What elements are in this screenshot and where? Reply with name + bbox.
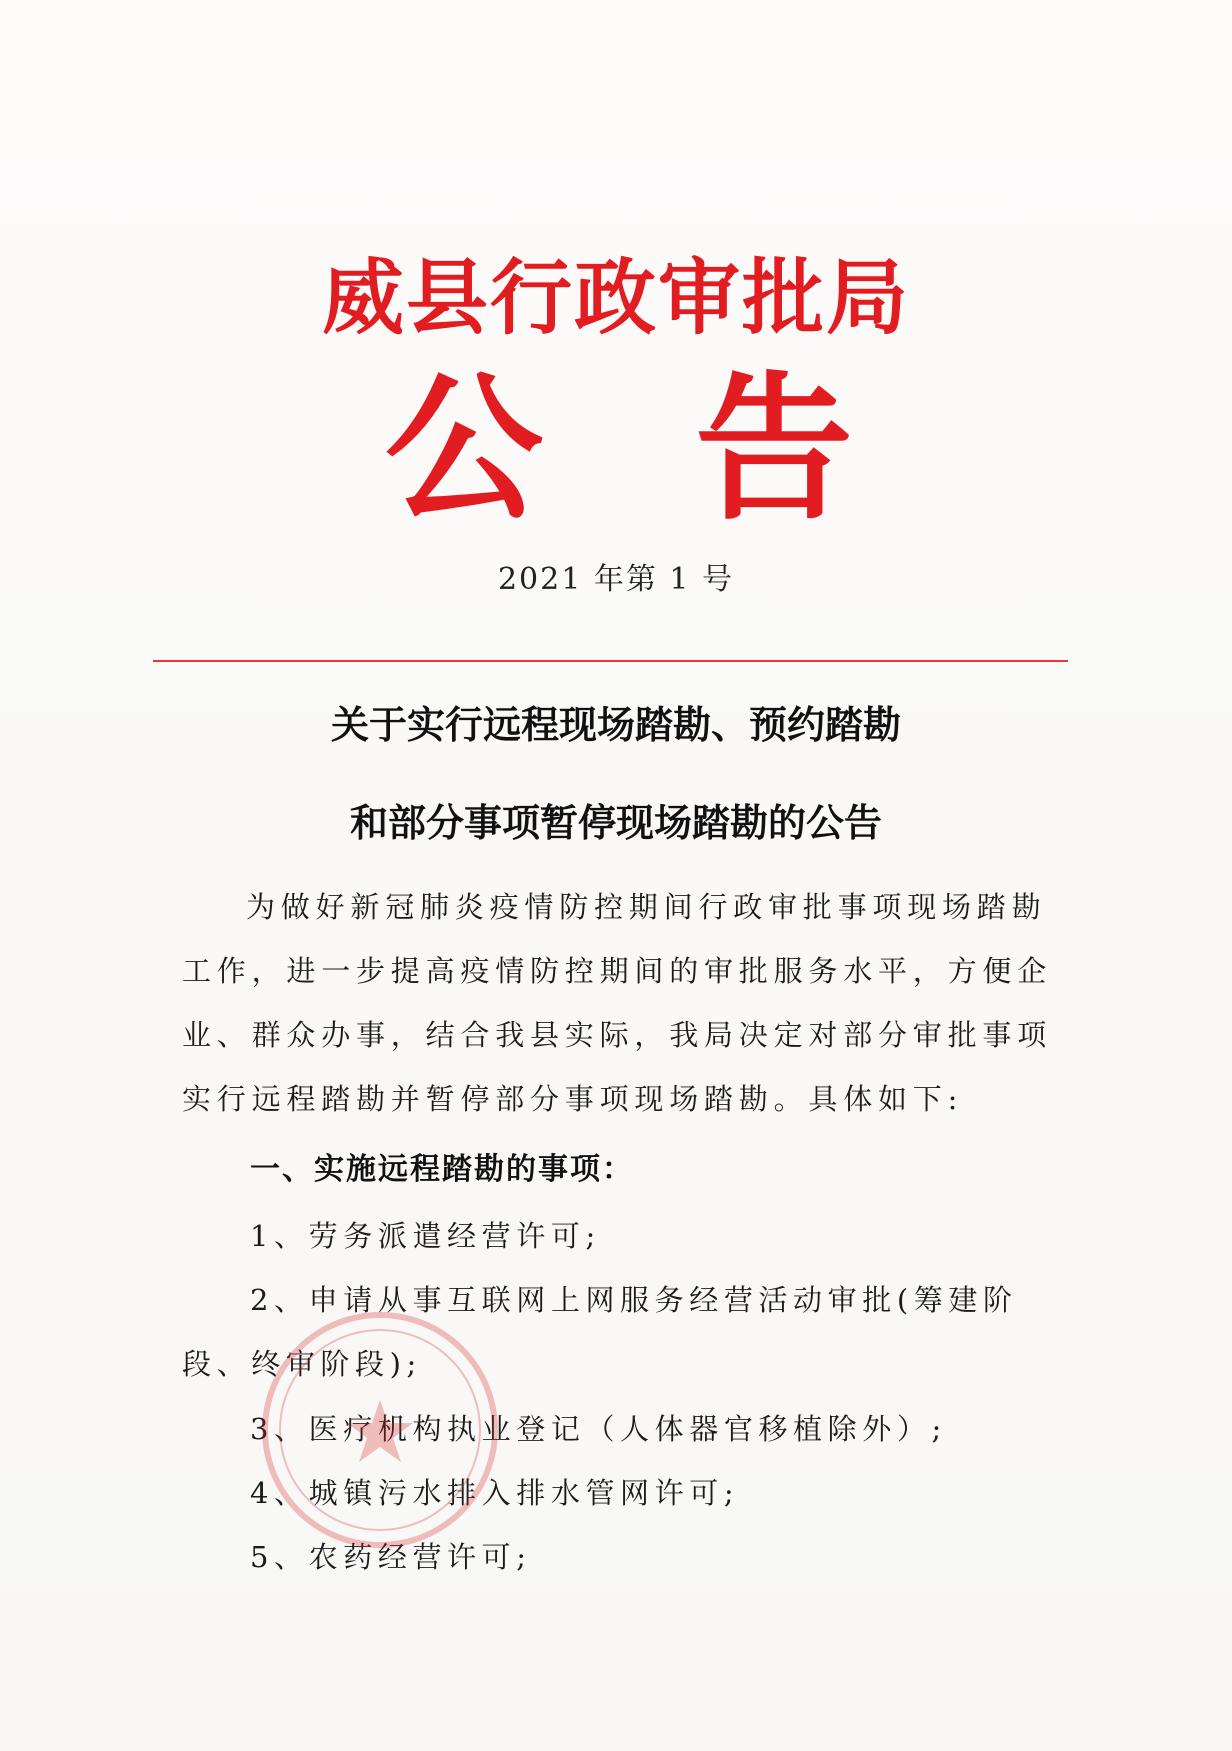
list-item: 2、申请从事互联网上网服务经营活动审批(筹建阶段、终审阶段); <box>182 1283 1018 1381</box>
document-number: 2021 年第 1 号 <box>497 562 735 597</box>
title-line-1: 关于实行远程现场踏勘、预约踏勘 <box>330 702 901 747</box>
title-line-2: 和部分事项暂停现场踏勘的公告 <box>349 800 882 845</box>
issuer-name: 威县行政审批局 <box>321 250 910 346</box>
list-item: 5、农药经营许可; <box>250 1540 532 1574</box>
list-item: 4、城镇污水排入排水管网许可; <box>250 1476 740 1510</box>
document-type-char-1: 公 <box>385 357 543 542</box>
document-type <box>0 357 1232 542</box>
section-heading-1: 一、实施远程踏勘的事项： <box>250 1152 634 1187</box>
list-item: 1、劳务派遣经营许可; <box>250 1219 601 1253</box>
list-item: 3、医疗机构执业登记（人体器官移植除外）; <box>250 1412 947 1446</box>
red-divider <box>153 660 1068 662</box>
document-type-char-2: 告 <box>695 357 853 542</box>
intro-paragraph: 为做好新冠肺炎疫情防控期间行政审批事项现场踏勘工作，进一步提高疫情防控期间的审批服务水平，方便企业、群众办事，结合我县实际，我局决定对部分审批事项实行远程踏勘并暂停部分事项现场踏勘。具体如下: <box>182 890 1053 1116</box>
